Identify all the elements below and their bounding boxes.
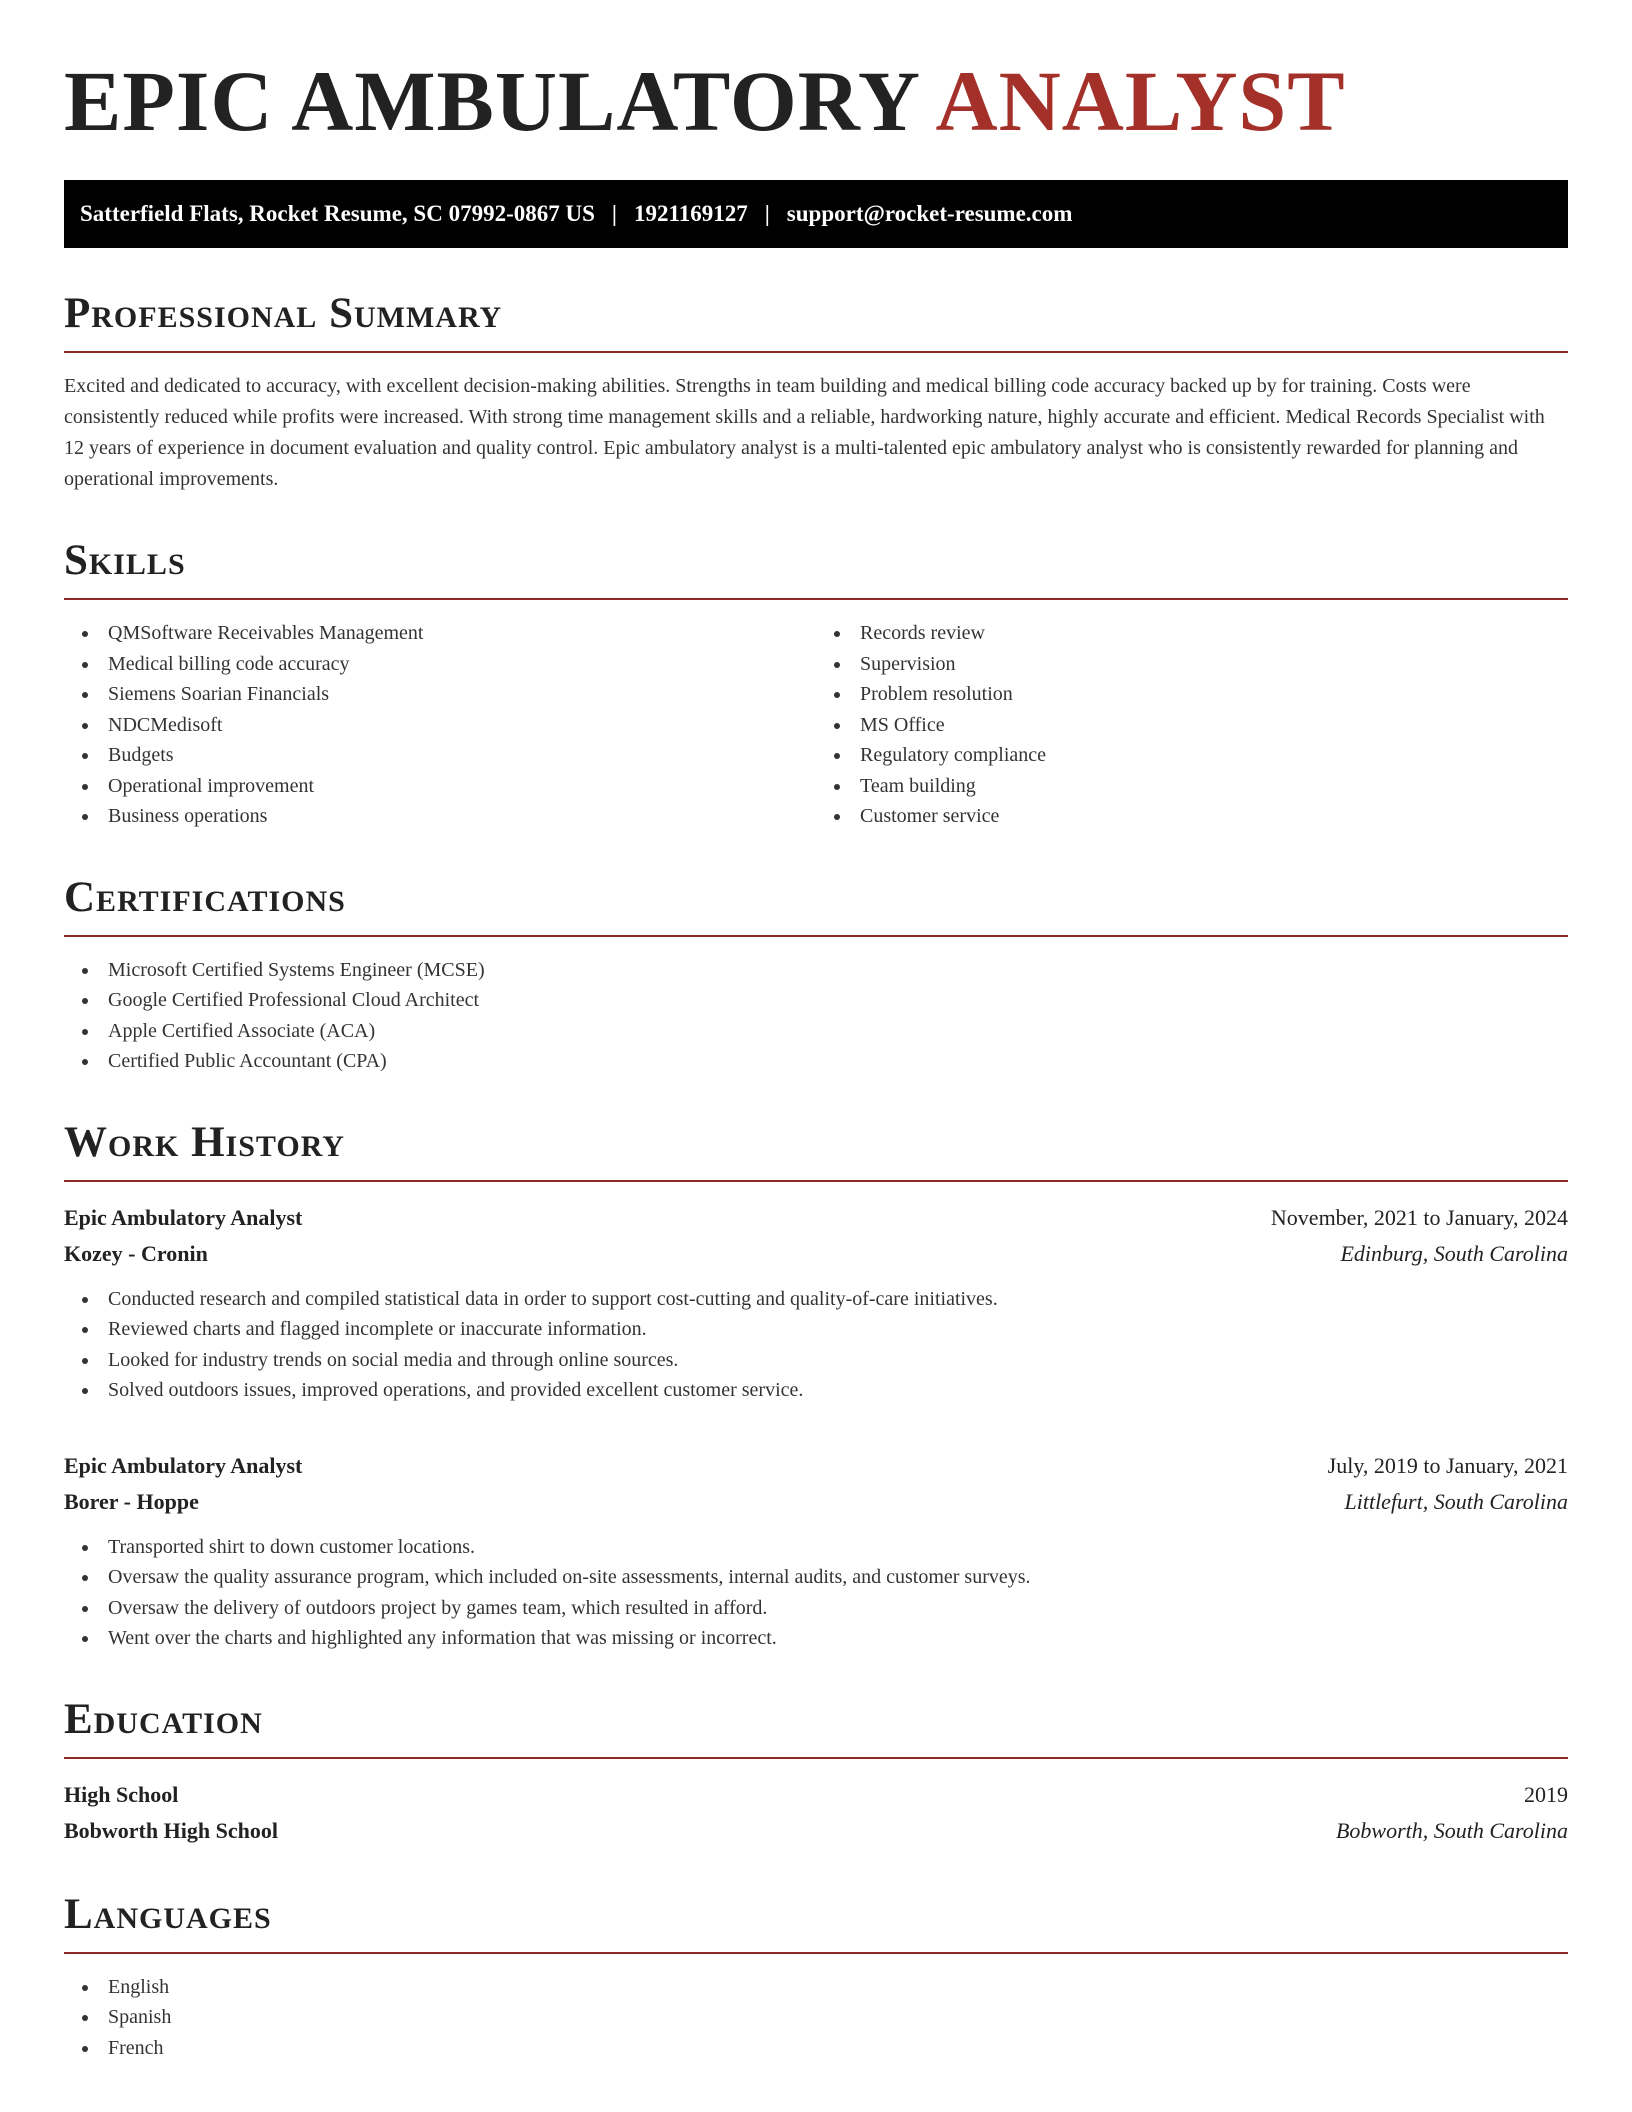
work-history-section <box>64 1118 1568 1654</box>
job-duties-list <box>64 1284 1568 1406</box>
languages-list <box>64 1972 1568 2064</box>
job-title: Epic Ambulatory Analyst <box>64 1452 303 1478</box>
job-duty-item: Went over the charts and highlighted any information that was missing or incorrect. <box>64 1623 1568 1654</box>
summary-heading: Professional Summary <box>64 292 1568 353</box>
skills-list-right <box>816 618 1568 832</box>
certifications-list <box>64 955 1568 1077</box>
certification-item: Certified Public Accountant (CPA) <box>64 1046 1568 1077</box>
job-dates: July, 2019 to January, 2021 <box>1327 1452 1568 1478</box>
job-duty-item: Oversaw the delivery of outdoors project by games team, which resulted in afford. <box>64 1593 1568 1624</box>
education-heading: Education <box>64 1698 1568 1759</box>
work-history-heading: Work History <box>64 1121 1568 1182</box>
summary-text: Excited and dedicated to accuracy, with excellent decision-making abilities. Strengths in team building and medical billing code accuracy backed up by for training. Costs were consistently reduced while profits were increased. With strong time management skills and a reliable, hardworking nature, highly accurate and efficient. Medical Records Specialist with 12 years of experience in document evaluation and quality control. Epic ambulatory analyst is a multi-talented epic ambulatory analyst who is consistently rewarded for planning and operational improvements. <box>64 375 1545 490</box>
skills-heading: Skills <box>64 539 1568 600</box>
skill-item: MS Office <box>816 710 1568 741</box>
skills-columns <box>64 600 1568 832</box>
education-degree: High School <box>64 1781 179 1807</box>
job-company-row <box>64 1236 1568 1272</box>
resume-title <box>64 53 1568 149</box>
skill-item: Business operations <box>64 801 816 832</box>
skill-item: Supervision <box>816 649 1568 680</box>
skill-item: Budgets <box>64 740 816 771</box>
title-main: EPIC AMBULATORY <box>64 53 918 149</box>
skill-item: Medical billing code accuracy <box>64 649 816 680</box>
certification-item: Microsoft Certified Systems Engineer (MCSE) <box>64 955 1568 986</box>
languages-heading: Languages <box>64 1893 1568 1954</box>
contact-bar <box>64 180 1568 248</box>
contact-address: Satterfield Flats, Rocket Resume, SC 07992-0867 US <box>80 201 595 226</box>
job-duties-list <box>64 1532 1568 1654</box>
education-section <box>64 1695 1568 1849</box>
job-duty-item: Solved outdoors issues, improved operations, and provided excellent customer service. <box>64 1375 1568 1406</box>
job-location: Edinburg, South Carolina <box>1340 1240 1568 1266</box>
education-degree-row <box>64 1777 1568 1813</box>
contact-phone: 1921169127 <box>633 201 748 226</box>
certifications-section <box>64 873 1568 1077</box>
certification-item: Apple Certified Associate (ACA) <box>64 1016 1568 1047</box>
skill-item: Problem resolution <box>816 679 1568 710</box>
education-location: Bobworth, South Carolina <box>1335 1817 1568 1843</box>
job-location: Littlefurt, South Carolina <box>1344 1488 1568 1514</box>
job-entry <box>64 1200 1568 1406</box>
certifications-heading: Certifications <box>64 876 1568 937</box>
job-dates: November, 2021 to January, 2024 <box>1270 1204 1568 1230</box>
title-accent: ANALYST <box>935 53 1346 149</box>
languages-section <box>64 1890 1568 2064</box>
skill-item: Records review <box>816 618 1568 649</box>
job-title-row <box>64 1200 1568 1236</box>
job-title-row <box>64 1448 1568 1484</box>
job-company: Kozey - Cronin <box>64 1240 208 1266</box>
education-school-row <box>64 1813 1568 1849</box>
education-school: Bobworth High School <box>64 1817 278 1843</box>
contact-separator: | <box>764 201 770 226</box>
contact-email[interactable]: support@rocket-resume.com <box>786 201 1073 226</box>
job-entry <box>64 1448 1568 1654</box>
job-duty-item: Looked for industry trends on social media and through online sources. <box>64 1345 1568 1376</box>
education-year: 2019 <box>1524 1781 1568 1807</box>
skill-item: Siemens Soarian Financials <box>64 679 816 710</box>
job-duty-item: Conducted research and compiled statistical data in order to support cost-cutting and quality-of-care initiatives. <box>64 1284 1568 1315</box>
skill-item: NDCMedisoft <box>64 710 816 741</box>
contact-separator: | <box>611 201 617 226</box>
education-entry <box>64 1777 1568 1849</box>
job-duty-item: Oversaw the quality assurance program, which included on-site assessments, internal audits, and customer surveys. <box>64 1562 1568 1593</box>
skill-item: Operational improvement <box>64 771 816 802</box>
job-duty-item: Transported shirt to down customer locations. <box>64 1532 1568 1563</box>
job-company-row <box>64 1484 1568 1520</box>
skill-item: Regulatory compliance <box>816 740 1568 771</box>
skills-list-left <box>64 618 816 832</box>
certification-item: Google Certified Professional Cloud Architect <box>64 985 1568 1016</box>
skill-item: Customer service <box>816 801 1568 832</box>
language-item: English <box>64 1972 1568 2003</box>
job-title: Epic Ambulatory Analyst <box>64 1204 303 1230</box>
skills-section <box>64 539 1568 832</box>
language-item: French <box>64 2033 1568 2064</box>
job-company: Borer - Hoppe <box>64 1488 199 1514</box>
skill-item: QMSoftware Receivables Management <box>64 618 816 649</box>
language-item: Spanish <box>64 2002 1568 2033</box>
job-duty-item: Reviewed charts and flagged incomplete or inaccurate information. <box>64 1314 1568 1345</box>
summary-section <box>64 292 1568 495</box>
skill-item: Team building <box>816 771 1568 802</box>
